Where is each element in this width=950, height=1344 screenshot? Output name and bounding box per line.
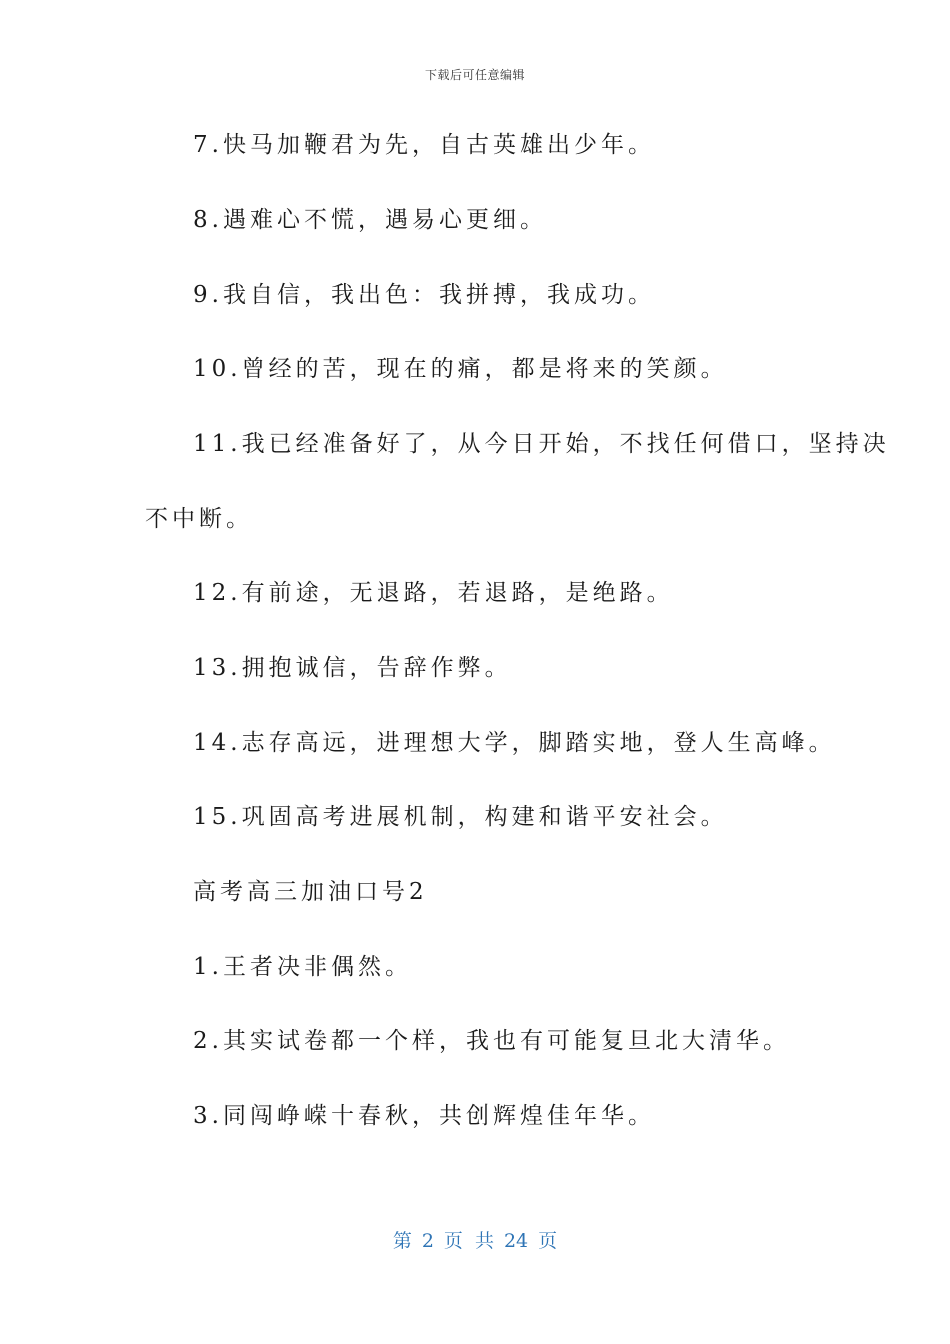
header-note: 下载后可任意编辑 bbox=[424, 68, 525, 82]
footer-page-number: 2 bbox=[421, 1230, 434, 1252]
slogan-line-11-continued: 不中断。 bbox=[145, 506, 253, 532]
slogan-line-10: 10.曾经的苦，现在的痛，都是将来的笑颜。 bbox=[193, 356, 728, 382]
slogan-line-13: 13.拥抱诚信，告辞作弊。 bbox=[193, 655, 512, 681]
slogan-line-2: 2.其实试卷都一个样，我也有可能复旦北大清华。 bbox=[193, 1028, 790, 1054]
slogan-line-9: 9.我自信，我出色：我拼搏，我成功。 bbox=[193, 282, 655, 308]
footer-middle: 页 共 bbox=[443, 1230, 494, 1252]
slogan-line-1: 1.王者决非偶然。 bbox=[193, 954, 412, 980]
footer-prefix: 第 bbox=[392, 1230, 412, 1252]
slogan-line-12: 12.有前途，无退路，若退路，是绝路。 bbox=[193, 580, 674, 606]
slogan-line-7: 7.快马加鞭君为先，自古英雄出少年。 bbox=[193, 132, 655, 158]
footer-total-pages: 24 bbox=[503, 1230, 529, 1252]
page-number-footer bbox=[0, 1226, 950, 1253]
slogan-line-8: 8.遇难心不慌，遇易心更细。 bbox=[193, 207, 547, 233]
slogan-line-14: 14.志存高远，进理想大学，脚踏实地，登人生高峰。 bbox=[193, 730, 836, 756]
slogan-line-11: 11.我已经准备好了，从今日开始，不找任何借口，坚持决 bbox=[193, 431, 890, 457]
section-heading: 高考高三加油口号2 bbox=[193, 879, 428, 905]
footer-suffix: 页 bbox=[538, 1230, 558, 1252]
slogan-line-15: 15.巩固高考进展机制，构建和谐平安社会。 bbox=[193, 804, 728, 830]
slogan-line-3: 3.同闯峥嵘十春秋，共创辉煌佳年华。 bbox=[193, 1103, 655, 1129]
